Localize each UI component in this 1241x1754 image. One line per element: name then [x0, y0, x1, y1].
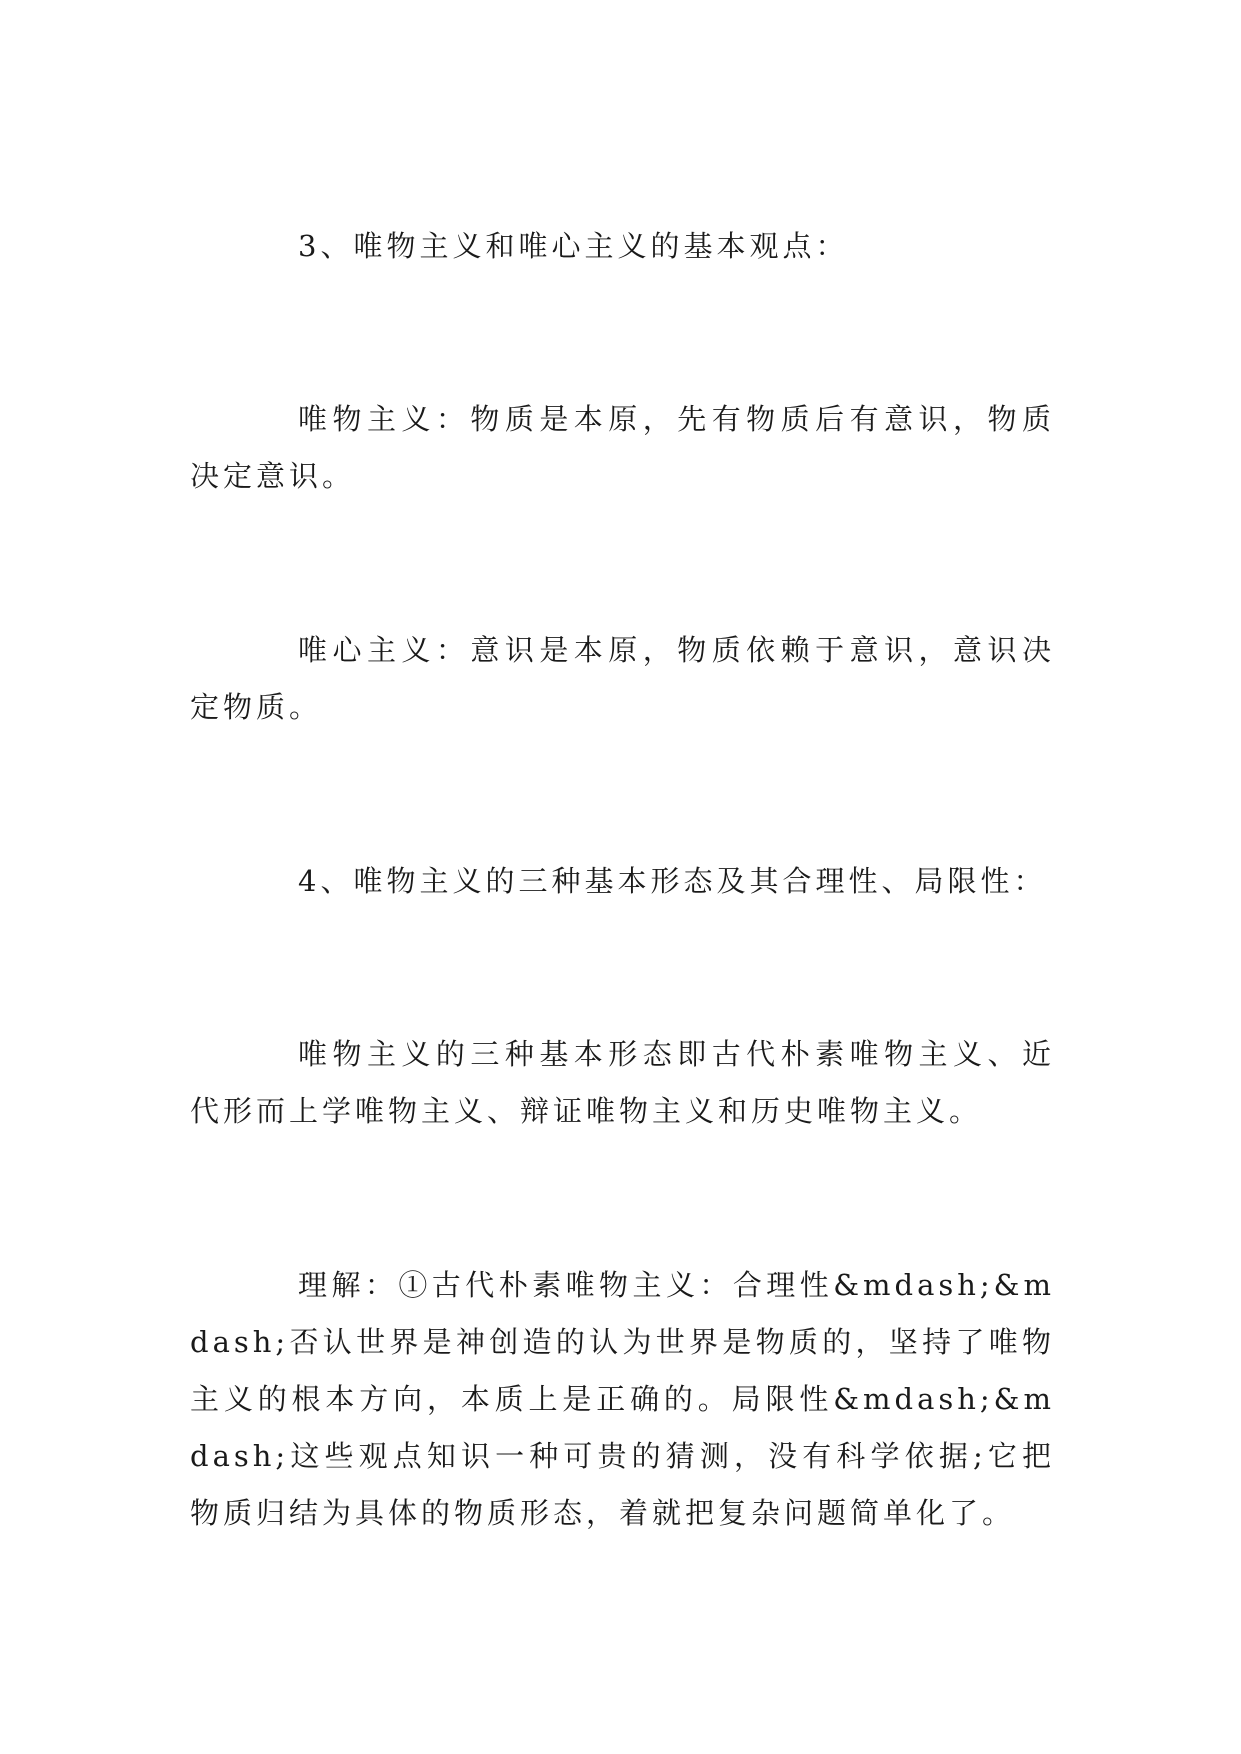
section-heading-4: 4、唯物主义的三种基本形态及其合理性、局限性：: [298, 864, 1047, 898]
section-heading-3: 3、唯物主义和唯心主义的基本观点：: [298, 229, 849, 263]
paragraph-understanding: 理解：①古代朴素唯物主义：合理性&mdash;&mdash;否认世界是神创造的认为世界是物质的，坚持了唯物主义的根本方向，本质上是正确的。局限性&mdash;&mdash;这些观点知识一种可贵的猜测，没有科学依据;它把物质归结为具体的物质形态，着就把复杂问题简单化了。: [190, 1268, 1055, 1530]
paragraph-materialism-definition: 唯物主义：物质是本原，先有物质后有意识，物质决定意识。: [190, 402, 1055, 493]
paragraph-idealism-definition: 唯心主义：意识是本原，物质依赖于意识，意识决定物质。: [190, 633, 1055, 724]
paragraph-three-forms: 唯物主义的三种基本形态即古代朴素唯物主义、近代形而上学唯物主义、辩证唯物主义和历史唯物主义。: [190, 1037, 1055, 1128]
